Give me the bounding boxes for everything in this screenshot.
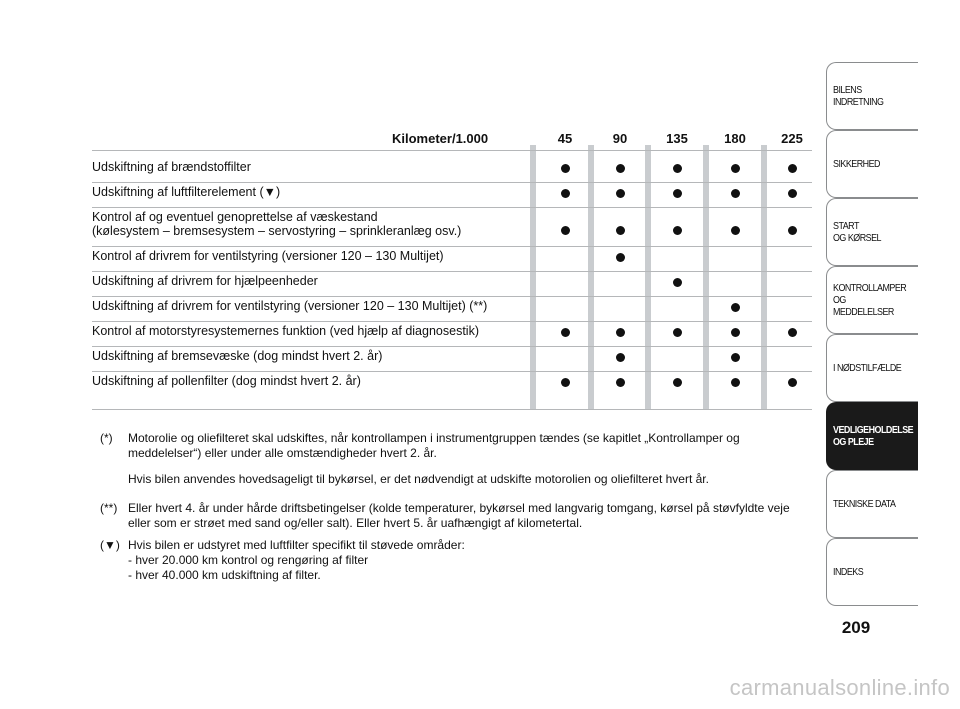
chapter-tab[interactable] [826,538,918,606]
chapter-tab[interactable] [826,62,918,130]
service-dot [788,378,797,387]
row-label: Kontrol af og eventuel genoprettelse af væskestand [92,210,378,224]
page-number: 209 [841,618,871,637]
km-column-header: 90 [612,131,628,146]
table-row [92,158,812,183]
service-dot [731,226,740,235]
footnote-text: Hvis bilen anvendes hovedsageligt til bykørsel, er det nødvendigt at udskifte motorolien og oliefilteret hvert år. [128,472,709,486]
row-label: Kontrol af drivrem for ventilstyring (versioner 120 – 130 Multijet) [92,249,444,263]
service-dot [731,303,740,312]
service-dot [561,328,570,337]
chapter-tab[interactable] [826,402,918,470]
km-column-header: 180 [724,131,746,146]
chapter-tab-label [833,539,902,605]
chapter-tab-line: KONTROLLAMPER [833,282,907,294]
chapter-tab[interactable] [826,334,918,402]
service-dot [616,226,625,235]
chapter-tab[interactable] [826,470,918,538]
service-dot [788,328,797,337]
footnote-text: Eller hvert 4. år under hårde driftsbetingelser (kolde temperaturer, bykørsel med langvarig tomgang, kørsel på støvfyldte veje eller som er strøet med sand og/eller salt). Eller hvert 5. år uafhængigt af kilometertal. [128,501,790,530]
footnote-text: Motorolie og oliefilteret skal udskiftes, når kontrollampen i instrumentgruppen tændes (se kapitlet „Kontrollamper og meddelelser“) eller under alle omstændigheder hvert 2. år. [128,431,740,460]
chapter-tab-line: VEDLIGEHOLDELSE [833,424,914,436]
service-dot [616,189,625,198]
chapter-tab[interactable] [826,198,918,266]
chapter-tab-label [833,471,902,537]
chapter-tab-line: BILENS [833,84,862,96]
service-dot [616,328,625,337]
service-dot [561,226,570,235]
table-bottom-divider [92,409,812,410]
km-column-header: 45 [557,131,573,146]
table-row [92,297,812,322]
service-dot [673,189,682,198]
service-dot [561,378,570,387]
footnote-text: - hver 20.000 km kontrol og rengøring af filter [128,553,369,567]
service-dot [616,164,625,173]
service-dot [561,189,570,198]
chapter-tab-line: I NØDSTILFÆLDE [833,362,902,374]
table-header-label: Kilometer/1.000 [392,131,489,146]
table-row [92,183,812,208]
footnote-marker: (*) [100,431,113,445]
service-dot [788,189,797,198]
chapter-tab[interactable] [826,130,918,198]
km-column-header: 135 [666,131,688,146]
row-label: Udskiftning af brændstoffilter [92,160,251,174]
service-dot [673,378,682,387]
service-dot [731,353,740,362]
service-dot [673,328,682,337]
row-label: Udskiftning af drivrem for ventilstyring (versioner 120 – 130 Multijet) (**) [92,299,488,313]
table-row [92,272,812,297]
service-dot [561,164,570,173]
table-row [92,347,812,372]
chapter-tab-line: OG PLEJE [833,436,874,448]
row-label: Udskiftning af luftfilterelement (▼) [92,185,281,199]
chapter-tab-label [833,335,902,401]
chapter-tab[interactable] [826,266,918,334]
chapter-tab-label [833,199,902,265]
service-dot [616,253,625,262]
km-column-header: 225 [781,131,803,146]
footnote-text: - hver 40.000 km udskiftning af filter. [128,568,321,582]
service-dot [673,164,682,173]
chapter-tab-line: SIKKERHED [833,158,881,170]
row-label: Udskiftning af bremsevæske (dog mindst hvert 2. år) [92,349,383,363]
footnote-marker: (**) [100,501,118,515]
table-row [92,322,812,347]
table-row [92,208,812,247]
service-dot [731,189,740,198]
chapter-tab-label [833,131,902,197]
footnote-marker: (▼) [100,538,120,552]
chapter-tab-line: TEKNISKE DATA [833,498,896,510]
chapter-tab-label [833,267,907,333]
service-dot [788,226,797,235]
service-dot [673,226,682,235]
chapter-tab-line: INDRETNING [833,96,884,108]
footnote-text: Hvis bilen er udstyret med luftfilter specifikt til støvede områder: [128,538,465,552]
chapter-tab-label [833,403,914,469]
header-divider [92,150,812,151]
table-row [92,372,812,409]
watermark: carmanualsonline.info [729,675,950,700]
chapter-tab-label [833,63,902,129]
chapter-tab-line: START [833,220,859,232]
row-label: Kontrol af motorstyresystemernes funktion (ved hjælp af diagnosestik) [92,324,479,338]
chapter-tab-line: OG MEDDELELSER [833,294,894,318]
chapter-tab-line: INDEKS [833,566,864,578]
service-dot [673,278,682,287]
service-dot [731,164,740,173]
service-dot [731,378,740,387]
service-dot [731,328,740,337]
chapter-tab-line: OG KØRSEL [833,232,881,244]
row-label: (kølesystem – bremsesystem – servostyring – sprinkleranlæg osv.) [92,224,462,238]
row-label: Udskiftning af pollenfilter (dog mindst hvert 2. år) [92,374,361,388]
table-row [92,247,812,272]
service-dot [788,164,797,173]
row-label: Udskiftning af drivrem for hjælpeenheder [92,274,318,288]
service-dot [616,378,625,387]
service-dot [616,353,625,362]
